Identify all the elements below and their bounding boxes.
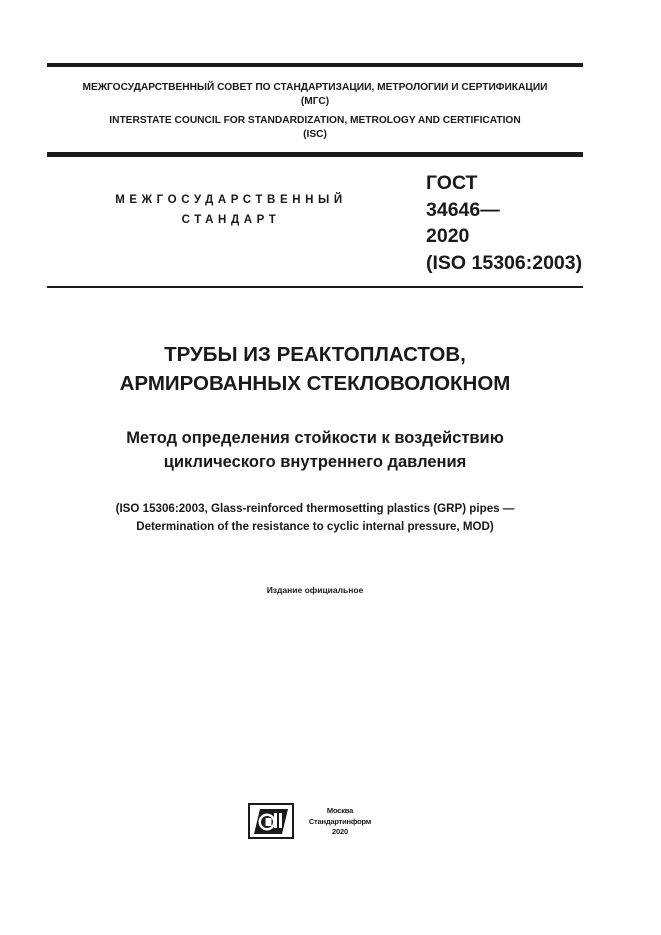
council-name-en-line: INTERSTATE COUNCIL FOR STANDARDIZATION, METROLOGY AND CERTIFICATION (109, 115, 521, 126)
standartinform-logo-icon (248, 803, 294, 839)
document-title-line1: ТРУБЫ ИЗ РЕАКТОПЛАСТОВ, (164, 343, 466, 366)
council-name-en (47, 114, 583, 141)
document-subtitle-line1: Метод определения стойкости к воздействию (126, 429, 504, 447)
document-title-line2: АРМИРОВАННЫХ СТЕКЛОВОЛОКНОМ (119, 372, 511, 395)
gost-year: 2020 (426, 225, 470, 247)
publisher-name: Стандартинформ (308, 816, 372, 826)
publisher-block (300, 806, 380, 838)
bottom-rule (47, 286, 583, 288)
middle-rule (47, 152, 583, 157)
iso-reference-line2: Determination of the resistance to cyclic internal pressure, MOD) (136, 520, 494, 533)
standard-type-line1: МЕЖГОСУДАРСТВЕННЫЙ (115, 194, 347, 206)
council-abbr-ru: (МГС) (300, 95, 330, 107)
council-abbr-en: (ISC) (303, 128, 327, 140)
gost-designation (426, 170, 582, 276)
council-name-ru-line: МЕЖГОСУДАРСТВЕННЫЙ СОВЕТ ПО СТАНДАРТИЗАЦИИ, МЕТРОЛОГИИ И СЕРТИФИКАЦИИ (82, 82, 548, 93)
edition-label: Издание официальное (266, 585, 364, 595)
iso-reference (47, 500, 583, 536)
gost-iso-equivalent: (ISO 15306:2003) (426, 251, 583, 274)
standard-type-line2: СТАНДАРТ (181, 214, 281, 226)
document-subtitle (47, 426, 583, 474)
publisher-city: Москва (326, 806, 354, 815)
document-title (47, 340, 583, 398)
publisher-year: 2020 (332, 827, 348, 836)
council-name-ru (47, 81, 583, 108)
gost-label: ГОСТ (426, 172, 478, 194)
gost-number: 34646— (426, 198, 500, 221)
document-subtitle-line2: циклического внутреннего давления (163, 453, 467, 471)
iso-reference-line1: (ISO 15306:2003, Glass-reinforced thermosetting plastics (GRP) pipes — (115, 502, 515, 515)
top-rule (47, 63, 583, 67)
